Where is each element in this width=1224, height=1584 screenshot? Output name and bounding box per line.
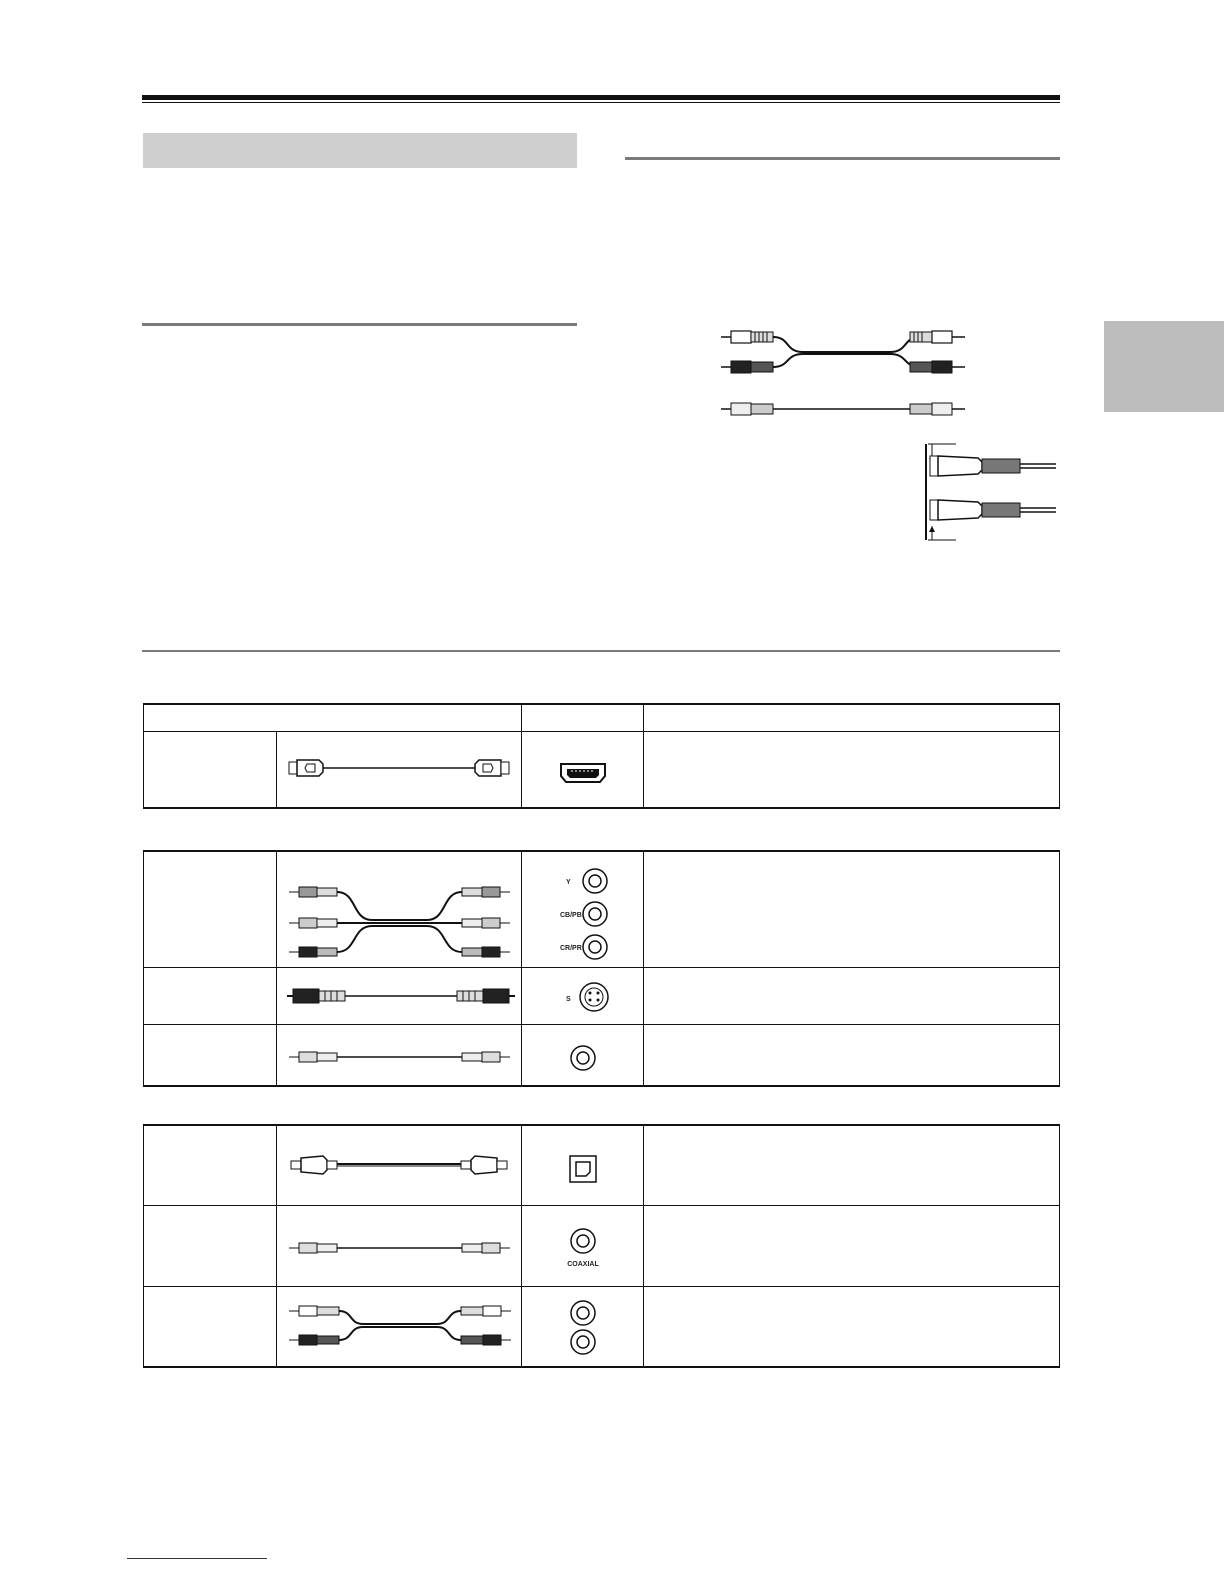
jack-label-cr: CR/PR [560, 945, 582, 952]
table-row [144, 851, 1060, 968]
optical-plug-diagram [920, 440, 1060, 545]
cable-cell [277, 1206, 522, 1287]
section-title-bar [143, 133, 577, 168]
coaxial-jack [522, 1206, 643, 1286]
description-cell [644, 1025, 1060, 1087]
jack-label-coaxial: COAXIAL [567, 1261, 599, 1268]
description-cell [644, 1206, 1060, 1287]
component-cable [277, 852, 521, 967]
row-label [144, 1206, 277, 1287]
jack-cell [522, 1287, 644, 1368]
cable-cell [277, 851, 522, 968]
cable-cell [277, 1287, 522, 1368]
row-label [144, 1025, 277, 1087]
header-cable [144, 704, 522, 731]
table-row [144, 1287, 1060, 1368]
svideo-jack [522, 968, 643, 1024]
jack-cell [522, 851, 644, 968]
right-subsection-rule [625, 157, 1060, 160]
header-description [644, 704, 1060, 731]
svideo-cable [277, 968, 521, 1024]
header-rule [142, 95, 1060, 100]
rca-audio-cable [721, 331, 965, 373]
table-header-row [144, 704, 1060, 731]
digital-av-table [143, 703, 1060, 809]
cable-cell [277, 731, 522, 808]
composite-cable [277, 1025, 521, 1085]
jack-cell [522, 731, 644, 808]
description-cell [644, 851, 1060, 968]
jack-cell [522, 968, 644, 1025]
footer-rule [127, 1558, 267, 1559]
component-jacks [522, 852, 643, 967]
left-subsection-rule [142, 323, 577, 326]
optical-cable [277, 1126, 521, 1205]
jack-cell [522, 1125, 644, 1206]
jack-cell [522, 1025, 644, 1087]
stereo-rca-cable [277, 1287, 521, 1366]
jack-label-cb: CB/PB [560, 912, 582, 919]
video-table [143, 850, 1060, 1087]
hdmi-jack [522, 732, 643, 807]
header-jack [522, 704, 644, 731]
hdmi-cable [277, 732, 521, 807]
row-label [144, 968, 277, 1025]
jack-label-s: S [566, 996, 571, 1003]
description-cell [644, 968, 1060, 1025]
rca-audio-cable-illustration [715, 325, 975, 425]
description-cell [644, 1125, 1060, 1206]
section-divider [142, 650, 1060, 652]
header-rule-thin [142, 102, 1060, 103]
row-label [144, 731, 277, 808]
coaxial-cable [277, 1206, 521, 1286]
row-label [144, 851, 277, 968]
table-row [144, 731, 1060, 808]
cable-cell [277, 968, 522, 1025]
row-label [144, 1125, 277, 1206]
rca-video-cable [721, 403, 965, 415]
table-row [144, 1206, 1060, 1287]
table-row [144, 1025, 1060, 1087]
chapter-tab [1104, 321, 1224, 412]
stereo-rca-jacks [522, 1287, 643, 1366]
audio-table [143, 1124, 1060, 1368]
table-row [144, 968, 1060, 1025]
composite-jack [522, 1025, 643, 1085]
description-cell [644, 731, 1060, 808]
jack-cell [522, 1206, 644, 1287]
description-cell [644, 1287, 1060, 1368]
jack-label-y: Y [566, 879, 571, 886]
row-label [144, 1287, 277, 1368]
cable-cell [277, 1025, 522, 1087]
optical-jack [522, 1126, 643, 1205]
table-row [144, 1125, 1060, 1206]
cable-cell [277, 1125, 522, 1206]
